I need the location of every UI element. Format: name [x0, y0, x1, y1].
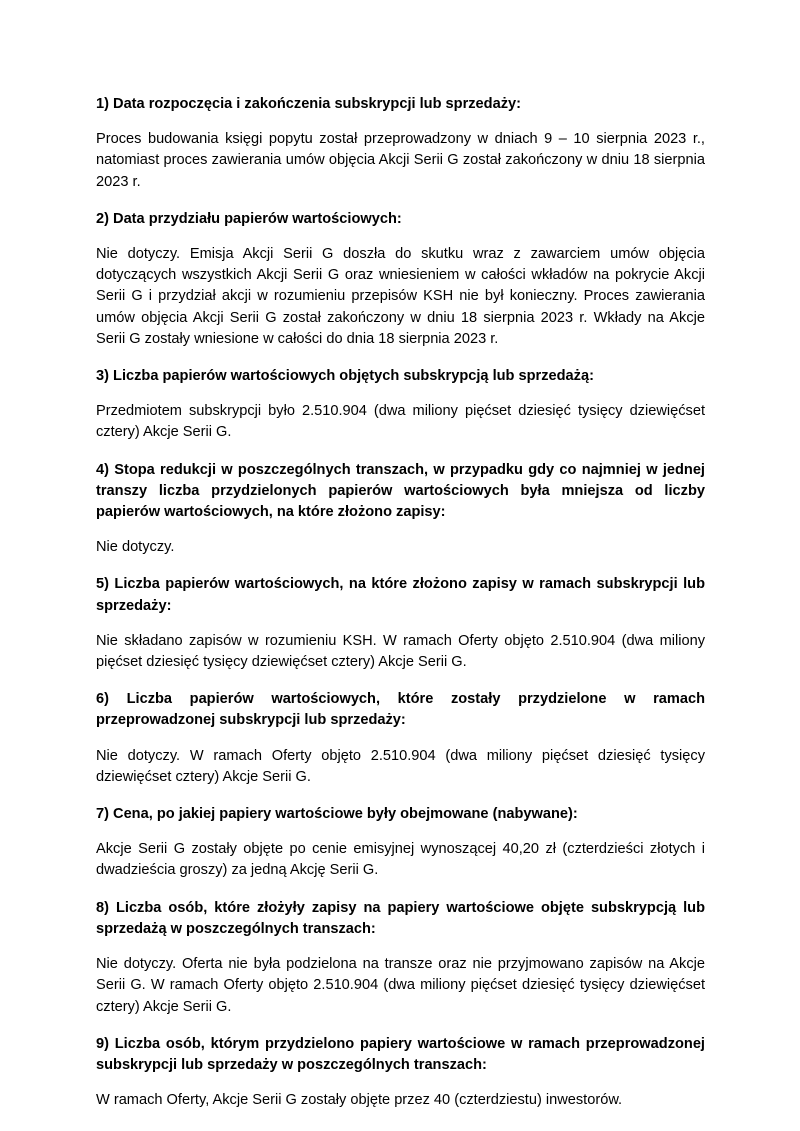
section-4 — [96, 460, 705, 559]
section-5 — [96, 574, 705, 673]
section-body: Nie dotyczy. Emisja Akcji Serii G doszła do skutku wraz z zawarciem umów objęcia dotyczących wszystkich Akcji Serii G oraz wniesieniem w całości wkładów na pokrycie Akcji Serii G i przydział akcji w rozumieniu przepisów KSH nie był konieczny. Proces zawierania umów objęcia Akcji Serii G został zakończony w dniu 18 sierpnia 2023 r. Wkłady na Akcje Serii G zostały wniesione w całości do dnia 18 sierpnia 2023 r. — [96, 246, 705, 347]
section-body: Nie dotyczy. Oferta nie była podzielona na transze oraz nie przyjmowano zapisów na Akcje Serii G. W ramach Oferty objęto 2.510.904 (dwa miliony pięćset dziesięć tysięcy dziewięćset cztery) Akcje Serii G. — [96, 956, 705, 1015]
section-heading: 6) Liczba papierów wartościowych, które zostały przydzielone w ramach przeprowadzonej subskrypcji lub sprzedaży: — [96, 691, 705, 729]
section-7 — [96, 804, 705, 882]
section-heading: 5) Liczba papierów wartościowych, na które złożono zapisy w ramach subskrypcji lub sprzedaży: — [96, 576, 705, 614]
section-8 — [96, 898, 705, 1018]
section-6 — [96, 689, 705, 788]
section-2 — [96, 209, 705, 350]
section-body: Akcje Serii G zostały objęte po cenie emisyjnej wynoszącej 40,20 zł (czterdzieści złotych i dwadzieścia groszy) za jedną Akcję Serii G. — [96, 841, 705, 879]
section-heading: 2) Data przydziału papierów wartościowych: — [96, 210, 402, 227]
section-body: Nie dotyczy. W ramach Oferty objęto 2.510.904 (dwa miliony pięćset dziesięć tysięcy dziewięćset cztery) Akcje Serii G. — [96, 747, 705, 785]
section-body: Nie dotyczy. — [96, 539, 175, 556]
section-heading: 4) Stopa redukcji w poszczególnych transzach, w przypadku gdy co najmniej w jednej transzy liczba przydzielonych papierów wartościowych była mniejsza od liczby papierów wartościowych, na które złożono zapisy: — [96, 461, 705, 521]
section-body: Nie składano zapisów w rozumieniu KSH. W ramach Oferty objęto 2.510.904 (dwa miliony pięćset dziesięć tysięcy dziewięćset cztery) Akcje Serii G. — [96, 632, 705, 671]
section-heading: 7) Cena, po jakiej papiery wartościowe były obejmowane (nabywane): — [96, 806, 578, 823]
section-heading: 8) Liczba osób, które złożyły zapisy na papiery wartościowe objęte subskrypcją lub sprzedażą w poszczególnych transzach: — [96, 899, 705, 937]
section-heading: 1) Data rozpoczęcia i zakończenia subskrypcji lub sprzedaży: — [96, 96, 521, 112]
section-heading: 9) Liczba osób, którym przydzielono papiery wartościowe w ramach przeprowadzonej subskrypcji lub sprzedaży w poszczególnych transzach: — [96, 1035, 705, 1073]
section-body: W ramach Oferty, Akcje Serii G zostały objęte przez 40 (czterdziestu) inwestorów. — [96, 1092, 623, 1109]
section-body: Przedmiotem subskrypcji było 2.510.904 (dwa miliony pięćset dziesięć tysięcy dziewięćset cztery) Akcje Serii G. — [96, 403, 705, 441]
section-9 — [96, 1034, 705, 1112]
section-1 — [96, 94, 705, 193]
section-body: Proces budowania księgi popytu został przeprowadzony w dniach 9 – 10 sierpnia 2023 r., natomiast proces zawierania umów objęcia Akcji Serii G został zakończony w dniu 18 sierpnia 2023 r. — [96, 131, 705, 190]
section-3 — [96, 366, 705, 444]
section-heading: 3) Liczba papierów wartościowych objętych subskrypcją lub sprzedażą: — [96, 368, 594, 385]
document-page — [96, 94, 705, 1127]
